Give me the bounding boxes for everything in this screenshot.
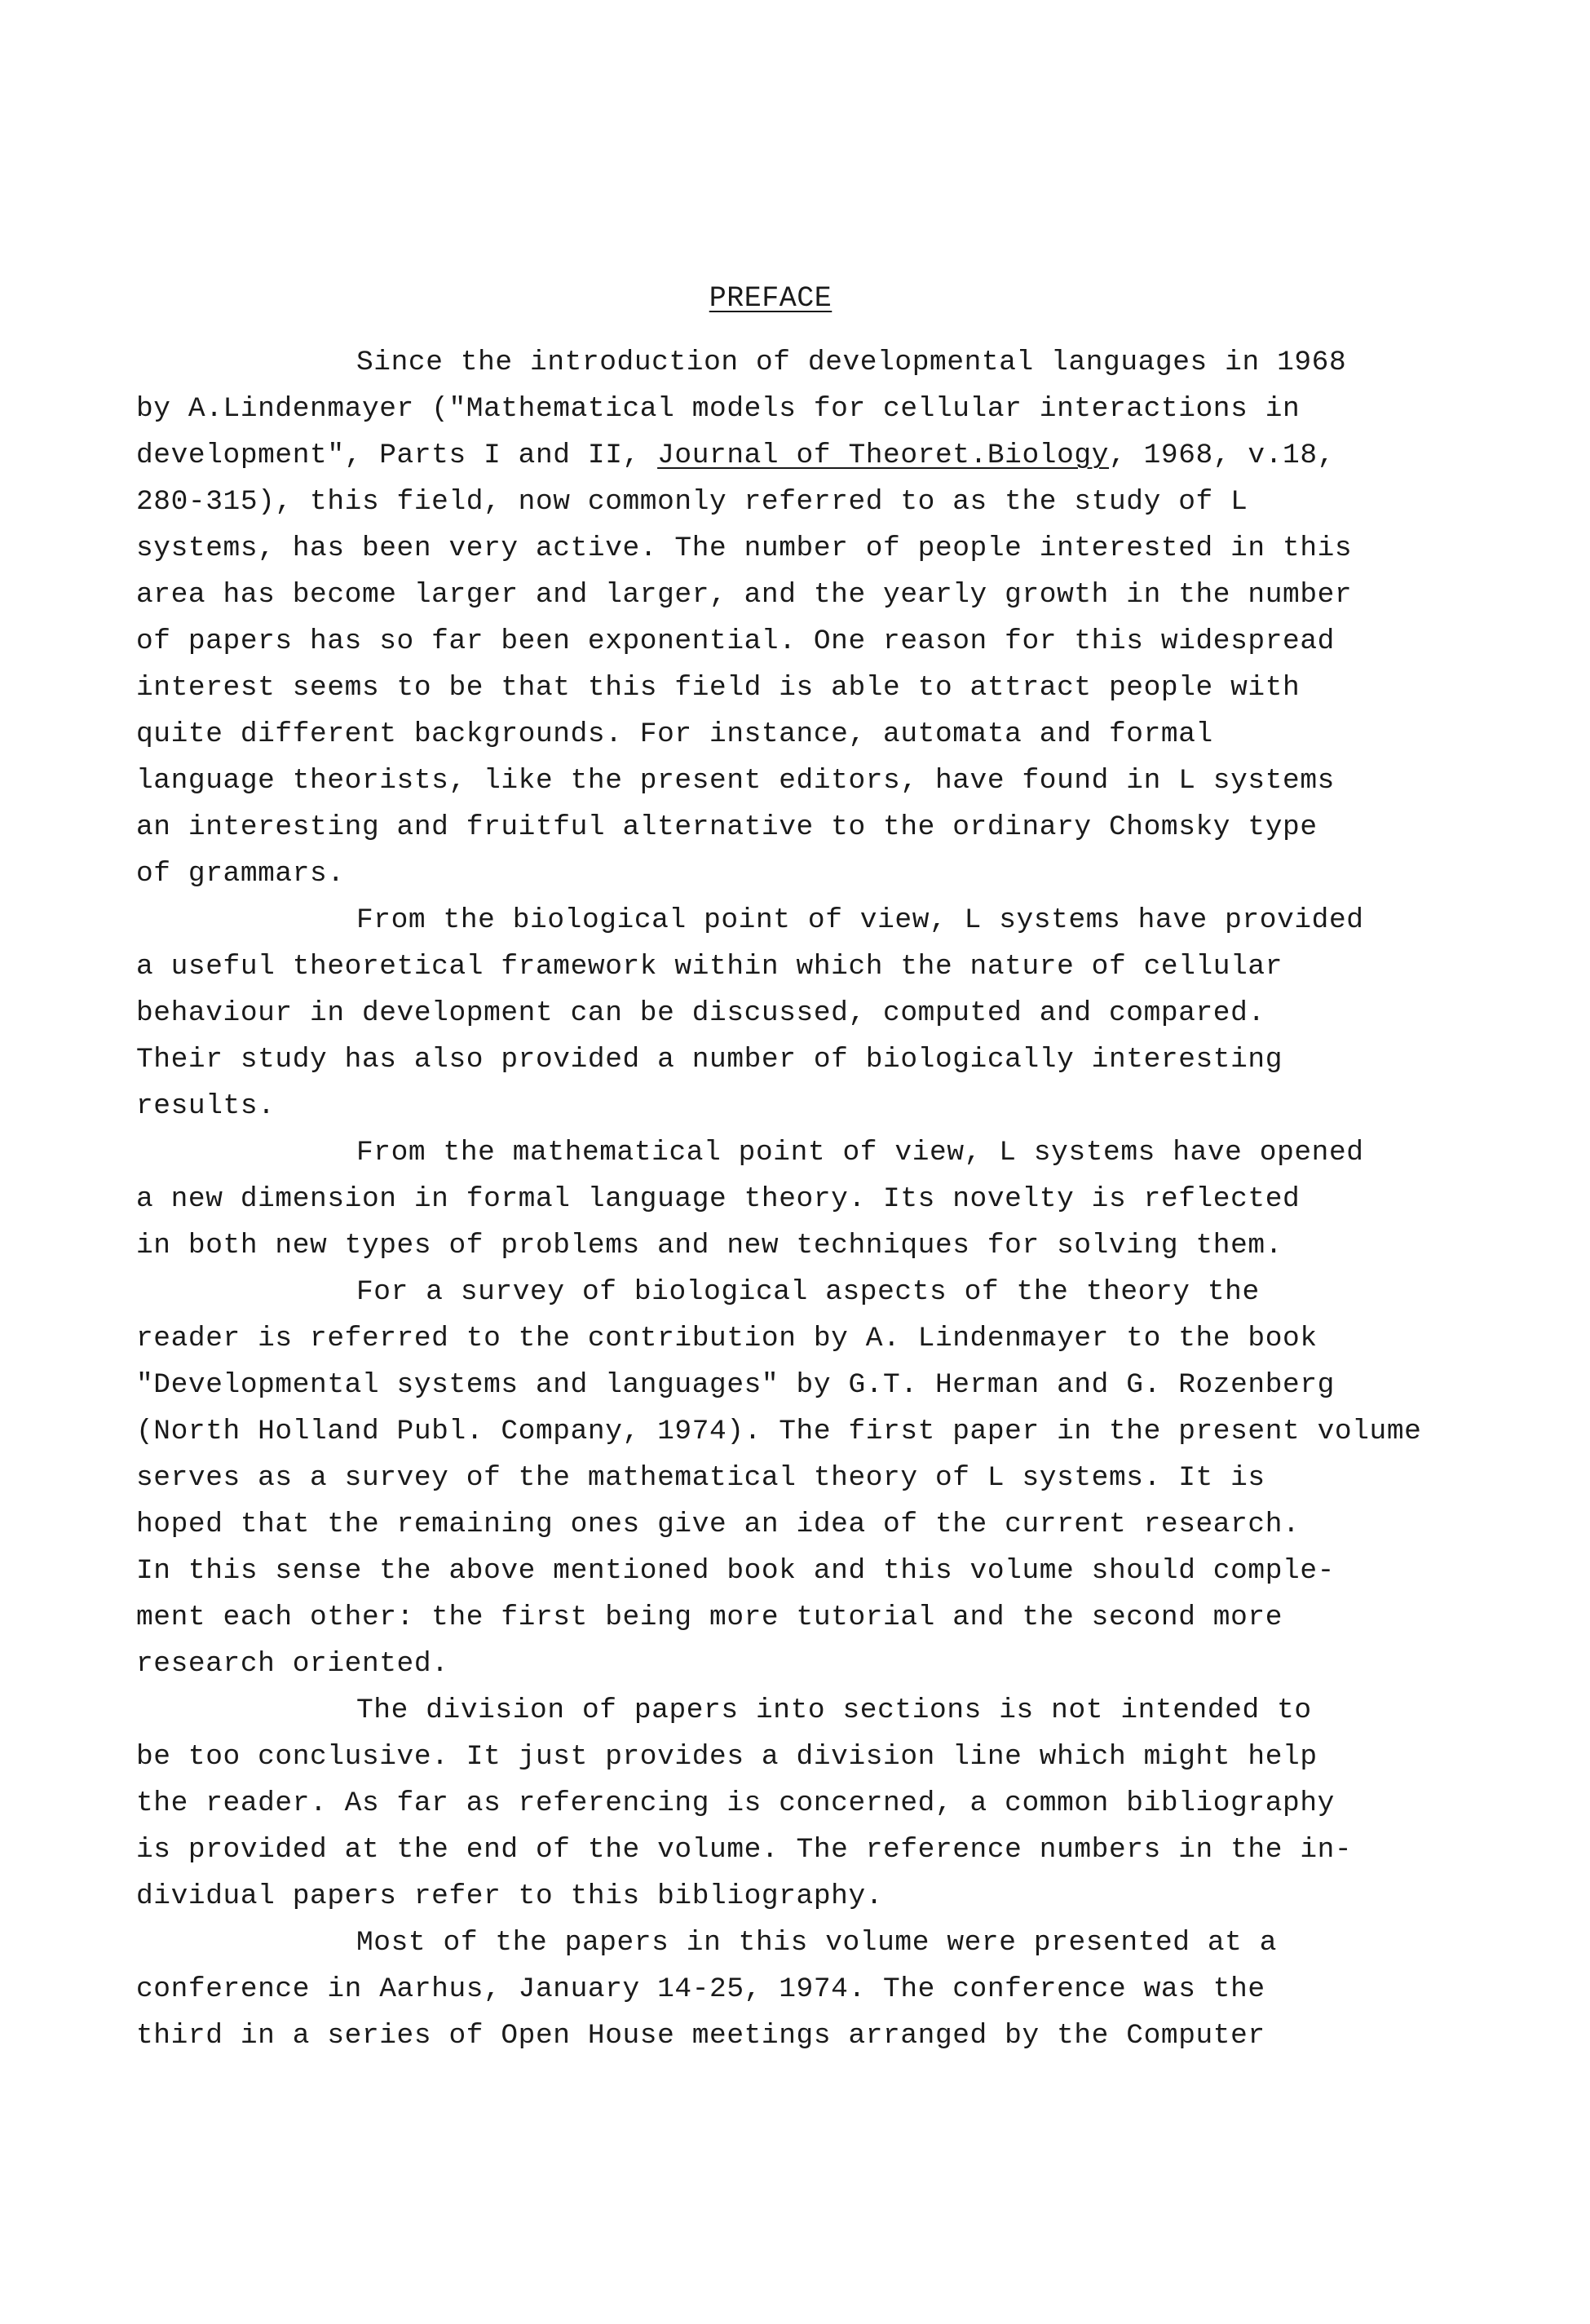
text-line: For a survey of biological aspects of the theory the: [356, 1276, 1260, 1308]
text-line: (North Holland Publ. Company, 1974). The first paper in the present volume: [136, 1416, 1422, 1447]
text-line: From the mathematical point of view, L systems have opened: [356, 1137, 1364, 1169]
text-line: an interesting and fruitful alternative to the ordinary Chomsky type: [136, 811, 1318, 843]
page-title: PREFACE: [709, 282, 833, 315]
text-line: results.: [136, 1090, 276, 1122]
text-line: a useful theoretical framework within which the nature of cellular: [136, 951, 1283, 983]
text-line: Most of the papers in this volume were presented at a: [356, 1927, 1278, 1959]
text-line: in both new types of problems and new techniques for solving them.: [136, 1230, 1283, 1261]
text-line: quite different backgrounds. For instance, automata and formal: [136, 718, 1213, 750]
text-segment: development", Parts I and II,: [136, 440, 658, 471]
text-line: interest seems to be that this field is able to attract people with: [136, 672, 1301, 704]
text-line: of papers has so far been exponential. One reason for this widespread: [136, 625, 1335, 657]
text-line: be too conclusive. It just provides a division line which might help: [136, 1741, 1318, 1773]
text-line: reader is referred to the contribution by A. Lindenmayer to the book: [136, 1323, 1318, 1354]
text-line: research oriented.: [136, 1648, 449, 1680]
text-line: serves as a survey of the mathematical theory of L systems. It is: [136, 1462, 1265, 1494]
journal-title-underlined: Journal of Theoret.Biology: [657, 440, 1109, 471]
text-line: hoped that the remaining ones give an idea of the current research.: [136, 1509, 1301, 1540]
text-line: behaviour in development can be discussed, computed and compared.: [136, 997, 1265, 1029]
text-line: In this sense the above mentioned book and this volume should comple-: [136, 1555, 1335, 1587]
text-line: Since the introduction of developmental languages in 1968: [356, 347, 1347, 378]
text-line: "Developmental systems and languages" by G.T. Herman and G. Rozenberg: [136, 1369, 1335, 1401]
text-line: a new dimension in formal language theory. Its novelty is reflected: [136, 1183, 1301, 1215]
text-segment: , 1968, v.18,: [1109, 440, 1335, 471]
text-line: From the biological point of view, L systems have provided: [356, 904, 1364, 936]
text-line: of grammars.: [136, 858, 345, 890]
text-line: [136, 432, 1473, 479]
text-line: ment each other: the first being more tutorial and the second more: [136, 1602, 1283, 1633]
text-line: conference in Aarhus, January 14-25, 1974. The conference was the: [136, 1973, 1265, 2005]
text-line: the reader. As far as referencing is concerned, a common bibliography: [136, 1787, 1335, 1819]
text-line: dividual papers refer to this bibliography.: [136, 1880, 884, 1912]
text-line: systems, has been very active. The number of people interested in this: [136, 532, 1353, 564]
text-line: area has become larger and larger, and the yearly growth in the number: [136, 579, 1353, 611]
document-body: [136, 339, 1473, 2059]
text-line: 280-315), this field, now commonly referred to as the study of L: [136, 486, 1248, 518]
text-line: by A.Lindenmayer ("Mathematical models for cellular interactions in: [136, 393, 1301, 425]
text-line: Their study has also provided a number of biologically interesting: [136, 1044, 1283, 1076]
text-line: is provided at the end of the volume. The reference numbers in the in-: [136, 1834, 1353, 1866]
text-line: The division of papers into sections is not intended to: [356, 1694, 1312, 1726]
text-line: third in a series of Open House meetings arranged by the Computer: [136, 2020, 1265, 2052]
text-line: language theorists, like the present editors, have found in L systems: [136, 765, 1335, 797]
